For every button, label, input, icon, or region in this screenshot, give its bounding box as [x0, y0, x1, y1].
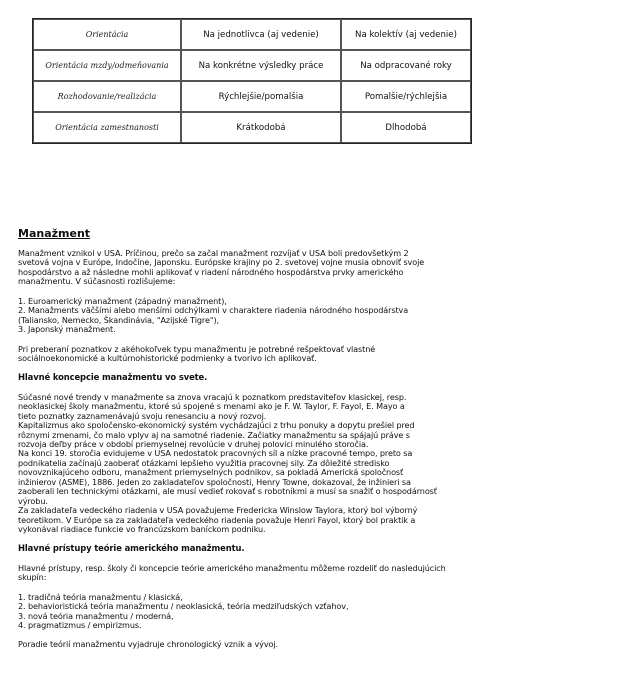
row-label: Orientácia mzdy/odmeňovania	[33, 50, 181, 81]
text-line: Manažment vznikol v USA. Príčinou, prečo sa začal manažment rozvíjať v USA boli predovšetkým 2	[18, 248, 409, 258]
cell-value-individual: Krátkodobá	[181, 112, 341, 143]
subheading-line: Hlavné koncepcie manažmentu vo svete.	[18, 372, 208, 383]
text-line: svetová vojna v Európe, Indočíne, Japonsku. Európske krajiny po 2. svetovej vojne musia obnoviť svoje	[18, 257, 425, 268]
comparison-table-body	[33, 19, 471, 143]
text-line: Hlavné prístupy, resp. školy či koncepcie teórie amerického manažmentu môžeme rozdeliť do nasledujúcich	[18, 562, 446, 573]
text-line: novovznikajúceho odboru, manažment priemyselných podnikov, sa pokladá Americká spoločnosť	[18, 467, 404, 478]
text-line: 1. Euroamerický manažment (západný manažment),	[18, 295, 227, 306]
text-line: skupín:	[18, 572, 47, 583]
text-line: výrobu.	[18, 495, 48, 506]
text-line: 1. tradičná teória manažmentu / klasická,	[18, 591, 183, 602]
document-body	[18, 249, 618, 650]
text-line: Za zakladateľa vedeckého riadenia v USA považujeme Fredericka Winslow Taylora, ktorý bol výborný	[18, 505, 418, 516]
cell-value-individual: Rýchlejšie/pomalšia	[181, 81, 341, 112]
paragraph-gap	[18, 335, 618, 345]
text-line: rozvoja deľby práce v období priemyselnej revolúcie v druhej polovici minulého storočia.	[18, 439, 369, 449]
text-line: Súčasné nové trendy v manažmente sa znova vracajú k poznatkom predstaviteľov klasickej, resp.	[18, 391, 407, 402]
cell-value-individual: Na jednotlivca (aj vedenie)	[181, 19, 341, 50]
text-line: zaoberali len technickými otázkami, ale musí vedieť rokovať s robotníkmi a musí sa snažiť o hospodárnosť	[18, 486, 437, 497]
text-line: hospodárstvo a až následne mohli aplikovať v riadení národného hospodárstva prvky amerického	[18, 266, 404, 277]
subheading-line: Hlavné prístupy teórie amerického manažmentu.	[18, 543, 245, 554]
text-line: 2. Manažments väčšími alebo menšími odchýlkami v charaktere riadenia národného hospodárstva	[18, 305, 409, 316]
text-line: neoklasickej školy manažmentu, ktoré sú spojené s menami ako je F. W. Taylor, F. Fayol, E. Mayo a	[18, 401, 405, 412]
table-row	[33, 50, 471, 81]
text-line: 2. behavioristická teória manažmentu / neoklasická, teória medziľudských vzťahov,	[18, 601, 349, 612]
text-line: Kapitalizmus ako spoločensko-ekonomický systém vychádzajúci z trhu ponuky a dopytu prešiel pred	[18, 420, 415, 431]
text-line: 4. pragmatizmus / empirizmus.	[18, 620, 142, 630]
text-line: Poradie teórií manažmentu vyjadruje chronologický vznik a vývoj.	[18, 639, 279, 650]
table-row	[33, 19, 471, 50]
text-line: tieto poznatky zaznamenávajú svoju renesanciu a nový rozvoj.	[18, 410, 267, 421]
text-line: (Taliansko, Nemecko, Škandinávia, "Azijské Tigre"),	[18, 314, 219, 325]
row-label: Rozhodovanie/realizácia	[33, 81, 181, 112]
cell-value-collective: Na kolektív (aj vedenie)	[341, 19, 471, 50]
text-line: 3. nová teória manažmentu / moderná,	[18, 610, 174, 621]
comparison-table	[32, 18, 472, 144]
text-line: inžinierov (ASME), 1886. Jeden zo zakladateľov spoločnosti, Henry Towne, dokazoval, že inžinieri sa	[18, 476, 411, 487]
cell-value-collective: Dlhodobá	[341, 112, 471, 143]
text-line: sociálnoekonomické a kultúrnohistorické podmienky a tvorivo ich aplikovať.	[18, 352, 317, 363]
text-line: rôznymi zmenami, čo malo vplyv aj na samotné riadenie. Začiatky manažmentu sa spájajú práve s	[18, 429, 410, 440]
text-line: manažmentu. V súčasnosti rozlišujeme:	[18, 276, 176, 287]
text-line: vykonával riadiace funkcie vo francúzskom baníckom podniku.	[18, 523, 266, 534]
text-line: podnikatelia začínajú zaoberať otázkami lepšieho využitia pracovnej sily. Za dôležité stredisko	[18, 457, 390, 468]
text-line: teoretikom. V Európe sa za zakladateľa vedeckého riadenia považuje Henri Fayol, ktorý bol praktik a	[18, 514, 416, 525]
cell-value-collective: Na odpracované roky	[341, 50, 471, 81]
text-line: 3. Japonský manažment.	[18, 324, 116, 335]
table-row	[33, 81, 471, 112]
cell-value-individual: Na konkrétne výsledky práce	[181, 50, 341, 81]
row-label: Orientácia	[33, 19, 181, 50]
text-line: Pri preberaní poznatkov z akéhokoľvek typu manažmentu je potrebné rešpektovať vlastné	[18, 343, 376, 354]
cell-value-collective: Pomalšie/rýchlejšia	[341, 81, 471, 112]
table-row	[33, 112, 471, 143]
text-line: Na konci 19. storočia evidujeme v USA nedostatok pracovných síl a nízke pracovné tempo, preto sa	[18, 448, 413, 459]
row-label: Orientácia zamestnanosti	[33, 112, 181, 143]
section-heading: Manažment	[18, 227, 91, 240]
